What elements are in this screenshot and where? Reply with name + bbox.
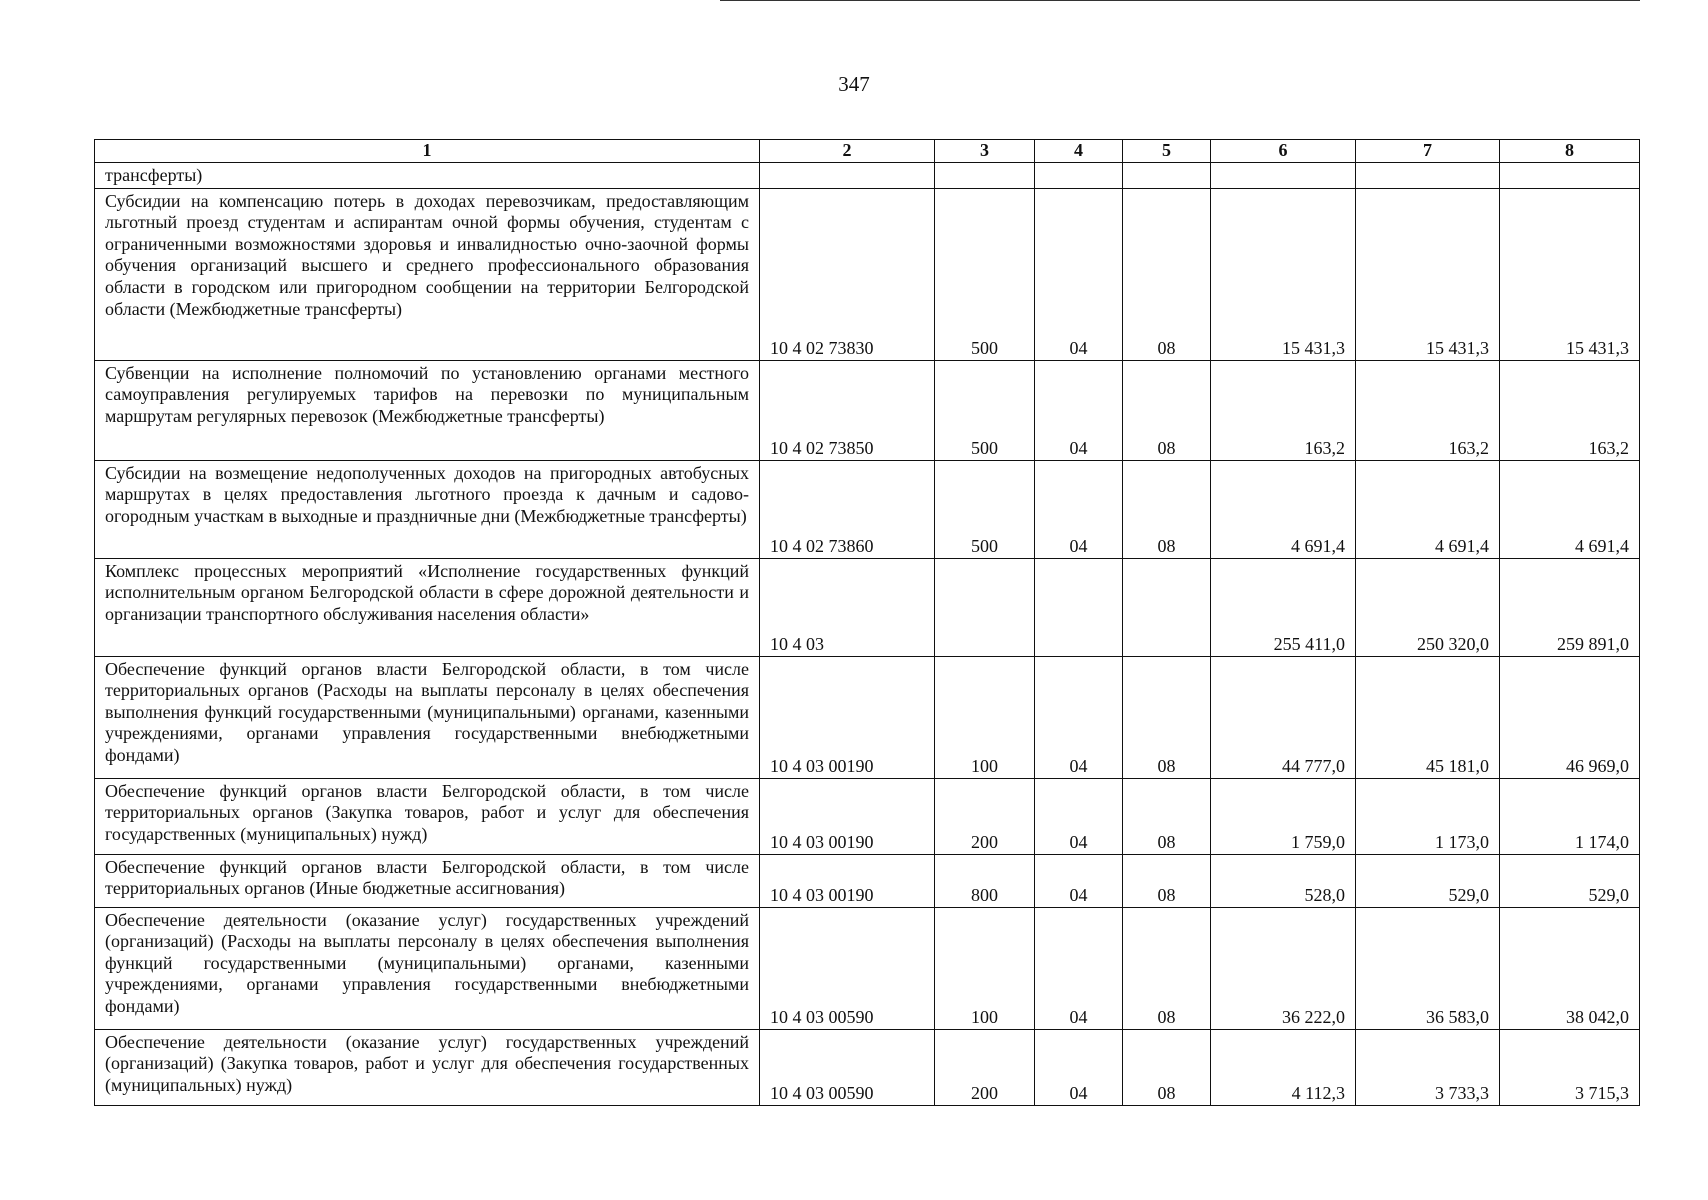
row-section: 04 (1035, 1029, 1123, 1105)
row-subsection: 08 (1123, 460, 1211, 558)
row-code: 10 4 03 00190 (760, 656, 935, 778)
row-name: Обеспечение функций органов власти Белгородской области, в том числе территориальных органов (Закупка товаров, работ и услуг для обеспечения государственных (муниципальных) нужд) (95, 778, 760, 854)
row-section (1035, 558, 1123, 656)
row-name: Субсидии на возмещение недополученных доходов на пригородных автобусных маршрутах в целях предоставления льготного проезда к дачным и садово-огородным участкам в выходные и праздничные дни (Межбюджетные трансферты) (95, 460, 760, 558)
row-amount-col8: 3 715,3 (1500, 1029, 1640, 1105)
row-code: 10 4 03 (760, 558, 935, 656)
table-row (95, 188, 1640, 360)
budget-table (94, 139, 1640, 1106)
row-amount-col8: 46 969,0 (1500, 656, 1640, 778)
row-amount-col8: 1 174,0 (1500, 778, 1640, 854)
table-row (95, 163, 1640, 189)
row-amount-col7: 15 431,3 (1356, 188, 1500, 360)
row-section: 04 (1035, 460, 1123, 558)
row-amount-col6 (1211, 163, 1356, 189)
row-amount-col7: 163,2 (1356, 360, 1500, 460)
row-code: 10 4 03 00590 (760, 907, 935, 1029)
row-amount-col6: 44 777,0 (1211, 656, 1356, 778)
table-header-row (95, 140, 1640, 163)
row-subsection: 08 (1123, 656, 1211, 778)
row-subsection: 08 (1123, 1029, 1211, 1105)
row-section: 04 (1035, 656, 1123, 778)
row-name: Комплекс процессных мероприятий «Исполнение государственных функций исполнительным органом Белгородской области в сфере дорожной деятельности и организации транспортного обслуживания населения области» (95, 558, 760, 656)
row-expense-type (935, 558, 1035, 656)
row-expense-type: 500 (935, 188, 1035, 360)
row-amount-col8: 259 891,0 (1500, 558, 1640, 656)
row-code: 10 4 02 73830 (760, 188, 935, 360)
row-subsection (1123, 558, 1211, 656)
row-subsection (1123, 163, 1211, 189)
row-subsection: 08 (1123, 188, 1211, 360)
row-code: 10 4 03 00190 (760, 778, 935, 854)
row-expense-type (935, 163, 1035, 189)
page-number: 347 (838, 72, 870, 96)
row-amount-col7: 3 733,3 (1356, 1029, 1500, 1105)
row-amount-col6: 15 431,3 (1211, 188, 1356, 360)
row-expense-type: 500 (935, 460, 1035, 558)
row-expense-type: 500 (935, 360, 1035, 460)
row-expense-type: 200 (935, 1029, 1035, 1105)
row-amount-col8: 4 691,4 (1500, 460, 1640, 558)
row-code: 10 4 02 73850 (760, 360, 935, 460)
row-amount-col8: 15 431,3 (1500, 188, 1640, 360)
header-cell: 7 (1356, 140, 1500, 163)
row-amount-col8: 529,0 (1500, 854, 1640, 907)
row-subsection: 08 (1123, 778, 1211, 854)
row-code: 10 4 02 73860 (760, 460, 935, 558)
table-row (95, 558, 1640, 656)
row-subsection: 08 (1123, 854, 1211, 907)
row-amount-col8: 163,2 (1500, 360, 1640, 460)
row-amount-col6: 163,2 (1211, 360, 1356, 460)
row-name: Субсидии на компенсацию потерь в доходах перевозчикам, предоставляющим льготный проезд студентам и аспирантам очной формы обучения, студентам с ограниченными возможностями здоровья и инвалидностью очно-заочной формы обучения организаций высшего и среднего профессионального образования области в городском или пригородном сообщении на территории Белгородской области (Межбюджетные трансферты) (95, 188, 760, 360)
header-cell: 3 (935, 140, 1035, 163)
row-section: 04 (1035, 360, 1123, 460)
row-code: 10 4 03 00590 (760, 1029, 935, 1105)
header-cell: 1 (95, 140, 760, 163)
table-row (95, 907, 1640, 1029)
row-amount-col6: 36 222,0 (1211, 907, 1356, 1029)
row-amount-col6: 528,0 (1211, 854, 1356, 907)
row-subsection: 08 (1123, 907, 1211, 1029)
row-name: трансферты) (95, 163, 760, 189)
header-cell: 2 (760, 140, 935, 163)
row-section: 04 (1035, 778, 1123, 854)
row-amount-col7: 45 181,0 (1356, 656, 1500, 778)
header-cell: 6 (1211, 140, 1356, 163)
row-expense-type: 200 (935, 778, 1035, 854)
row-amount-col6: 1 759,0 (1211, 778, 1356, 854)
row-name: Субвенции на исполнение полномочий по установлению органами местного самоуправления регулируемых тарифов на перевозки по муниципальным маршрутам регулярных перевозок (Межбюджетные трансферты) (95, 360, 760, 460)
row-expense-type: 100 (935, 656, 1035, 778)
header-cell: 8 (1500, 140, 1640, 163)
row-amount-col7: 4 691,4 (1356, 460, 1500, 558)
row-amount-col7 (1356, 163, 1500, 189)
table-row (95, 778, 1640, 854)
table-row (95, 360, 1640, 460)
row-amount-col6: 4 691,4 (1211, 460, 1356, 558)
row-code: 10 4 03 00190 (760, 854, 935, 907)
row-expense-type: 100 (935, 907, 1035, 1029)
row-amount-col7: 36 583,0 (1356, 907, 1500, 1029)
row-amount-col6: 4 112,3 (1211, 1029, 1356, 1105)
row-section: 04 (1035, 854, 1123, 907)
row-section: 04 (1035, 907, 1123, 1029)
row-subsection: 08 (1123, 360, 1211, 460)
row-amount-col7: 529,0 (1356, 854, 1500, 907)
row-amount-col8 (1500, 163, 1640, 189)
table-row (95, 656, 1640, 778)
scan-top-edge-line (720, 0, 1640, 1)
row-expense-type: 800 (935, 854, 1035, 907)
row-name: Обеспечение функций органов власти Белгородской области, в том числе территориальных органов (Расходы на выплаты персоналу в целях обеспечения выполнения функций государственными (муниципальными) органами, казенными учреждениями, органами управления государственными внебюджетными фондами) (95, 656, 760, 778)
header-cell: 4 (1035, 140, 1123, 163)
row-code (760, 163, 935, 189)
table-row (95, 854, 1640, 907)
row-name: Обеспечение функций органов власти Белгородской области, в том числе территориальных органов (Иные бюджетные ассигнования) (95, 854, 760, 907)
row-amount-col6: 255 411,0 (1211, 558, 1356, 656)
table-row (95, 1029, 1640, 1105)
row-name: Обеспечение деятельности (оказание услуг) государственных учреждений (организаций) (Расходы на выплаты персоналу в целях обеспечения выполнения функций государственными (муниципальными) органами, казенными учреждениями, органами управления государственными внебюджетными фондами) (95, 907, 760, 1029)
row-amount-col8: 38 042,0 (1500, 907, 1640, 1029)
header-cell: 5 (1123, 140, 1211, 163)
row-amount-col7: 250 320,0 (1356, 558, 1500, 656)
row-name: Обеспечение деятельности (оказание услуг) государственных учреждений (организаций) (Закупка товаров, работ и услуг для обеспечения государственных (муниципальных) нужд) (95, 1029, 760, 1105)
row-section: 04 (1035, 188, 1123, 360)
row-amount-col7: 1 173,0 (1356, 778, 1500, 854)
table-row (95, 460, 1640, 558)
row-section (1035, 163, 1123, 189)
